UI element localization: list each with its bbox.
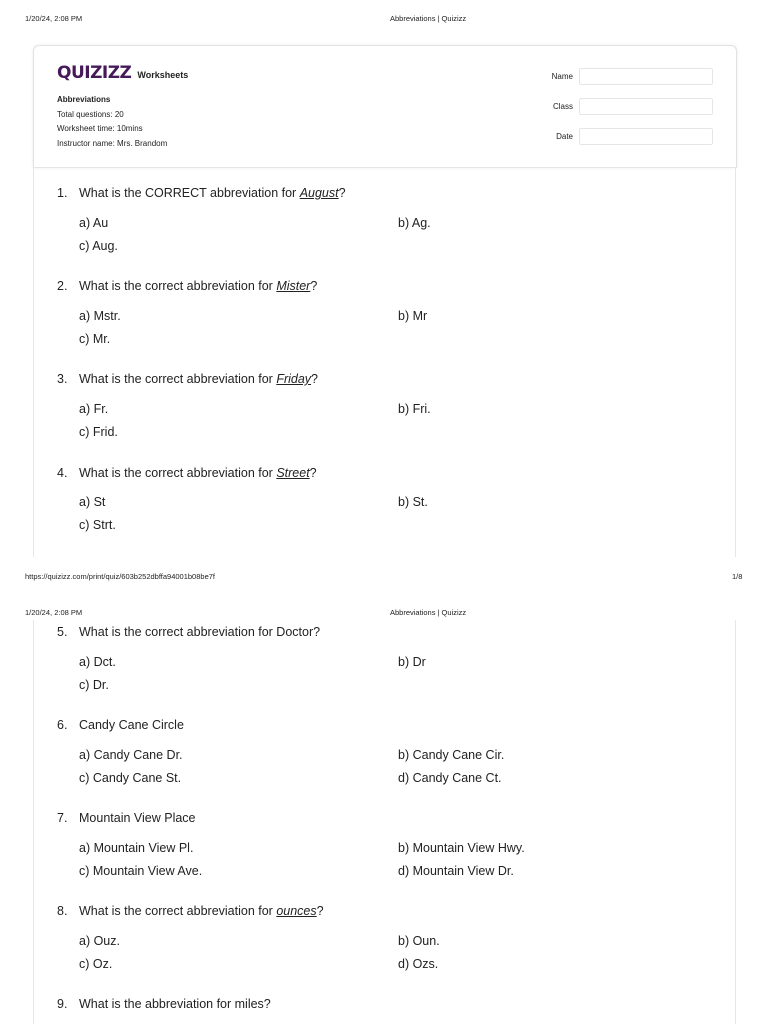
name-label: Name bbox=[551, 72, 573, 81]
question-text: Candy Cane Circle bbox=[79, 718, 184, 732]
option-d[interactable]: d) Ozs. bbox=[398, 957, 439, 971]
question-number: 3. bbox=[57, 372, 68, 386]
question-text: Mountain View Place bbox=[79, 811, 196, 825]
question-text: What is the abbreviation for miles? bbox=[79, 997, 271, 1011]
question-number: 8. bbox=[57, 904, 68, 918]
question-7 bbox=[57, 811, 196, 825]
question-term: Street bbox=[276, 466, 310, 480]
question-end: ? bbox=[338, 186, 346, 200]
worksheet-time: Worksheet time: 10mins bbox=[57, 124, 143, 133]
question-number: 1. bbox=[57, 186, 68, 200]
class-label: Class bbox=[552, 102, 573, 111]
option-c[interactable]: c) Mr. bbox=[79, 332, 111, 346]
print-title: Abbreviations | Quizizz bbox=[390, 608, 467, 617]
option-b[interactable]: b) Fri. bbox=[398, 402, 431, 416]
question-end: ? bbox=[316, 904, 324, 918]
page-number: 1/8 bbox=[732, 572, 743, 581]
question-3 bbox=[57, 372, 318, 386]
date-field[interactable] bbox=[579, 128, 713, 145]
quizizz-logo bbox=[57, 63, 188, 83]
option-a[interactable]: a) Mstr. bbox=[79, 309, 121, 323]
option-b[interactable]: b) Dr bbox=[398, 655, 426, 669]
question-term: Mister bbox=[276, 279, 311, 293]
option-c[interactable]: c) Strt. bbox=[79, 518, 116, 532]
question-text: What is the correct abbreviation for bbox=[79, 372, 277, 386]
card-left-border bbox=[33, 167, 34, 557]
option-c[interactable]: c) Candy Cane St. bbox=[79, 771, 182, 785]
option-b[interactable]: b) Candy Cane Cir. bbox=[398, 748, 505, 762]
option-d[interactable]: d) Candy Cane Ct. bbox=[398, 771, 502, 785]
option-a[interactable]: a) Dct. bbox=[79, 655, 116, 669]
option-c[interactable]: c) Dr. bbox=[79, 678, 109, 692]
option-b[interactable]: b) Mr bbox=[398, 309, 428, 323]
instructor-name: Instructor name: Mrs. Brandom bbox=[57, 139, 168, 148]
question-end: ? bbox=[310, 279, 318, 293]
option-b[interactable]: b) Mountain View Hwy. bbox=[398, 841, 525, 855]
option-b[interactable]: b) Oun. bbox=[398, 934, 440, 948]
option-c[interactable]: c) Aug. bbox=[79, 239, 118, 253]
print-date: 1/20/24, 2:08 PM bbox=[25, 608, 83, 617]
logo-subtitle: Worksheets bbox=[137, 70, 189, 80]
option-a[interactable]: a) St bbox=[79, 495, 106, 509]
logo-wordmark: QUIZIZZ bbox=[57, 63, 132, 83]
question-8 bbox=[57, 904, 324, 918]
class-field[interactable] bbox=[579, 98, 713, 115]
question-text: What is the correct abbreviation for bbox=[79, 279, 277, 293]
question-term: Friday bbox=[276, 372, 312, 386]
card-right-border bbox=[735, 167, 736, 557]
option-a[interactable]: a) Mountain View Pl. bbox=[79, 841, 194, 855]
print-title: Abbreviations | Quizizz bbox=[390, 14, 467, 23]
question-end: ? bbox=[309, 466, 317, 480]
question-text: What is the correct abbreviation for bbox=[79, 904, 277, 918]
option-d[interactable]: d) Mountain View Dr. bbox=[398, 864, 514, 878]
question-number: 7. bbox=[57, 811, 68, 825]
question-6 bbox=[57, 718, 184, 732]
card-left-border bbox=[33, 620, 34, 1024]
question-number: 4. bbox=[57, 466, 68, 480]
question-5 bbox=[57, 625, 320, 639]
print-date: 1/20/24, 2:08 PM bbox=[25, 14, 83, 23]
question-number: 2. bbox=[57, 279, 68, 293]
question-text: What is the correct abbreviation for Doctor? bbox=[79, 625, 321, 639]
option-a[interactable]: a) Ouz. bbox=[79, 934, 120, 948]
option-c[interactable]: c) Mountain View Ave. bbox=[79, 864, 203, 878]
option-c[interactable]: c) Frid. bbox=[79, 425, 118, 439]
option-a[interactable]: a) Fr. bbox=[79, 402, 109, 416]
option-b[interactable]: b) Ag. bbox=[398, 216, 431, 230]
question-text: What is the CORRECT abbreviation for bbox=[79, 186, 300, 200]
question-term: August bbox=[299, 186, 339, 200]
date-label: Date bbox=[556, 132, 573, 141]
question-number: 6. bbox=[57, 718, 68, 732]
question-1 bbox=[57, 186, 346, 200]
question-end: ? bbox=[311, 372, 318, 386]
question-text: What is the correct abbreviation for bbox=[79, 466, 277, 480]
question-9 bbox=[57, 997, 271, 1011]
option-c[interactable]: c) Oz. bbox=[79, 957, 113, 971]
worksheet-title: Abbreviations bbox=[57, 95, 111, 104]
card-right-border bbox=[735, 620, 736, 1024]
option-a[interactable]: a) Candy Cane Dr. bbox=[79, 748, 183, 762]
question-4 bbox=[57, 466, 317, 480]
question-number: 9. bbox=[57, 997, 68, 1011]
header-divider bbox=[33, 167, 737, 168]
print-url: https://quizizz.com/print/quiz/603b252dbffa94001b08be7f bbox=[25, 572, 215, 581]
option-b[interactable]: b) St. bbox=[398, 495, 428, 509]
total-questions: Total questions: 20 bbox=[57, 110, 124, 119]
name-field[interactable] bbox=[579, 68, 713, 85]
question-number: 5. bbox=[57, 625, 68, 639]
question-term: ounces bbox=[276, 904, 317, 918]
option-a[interactable]: a) Au bbox=[79, 216, 109, 230]
question-2 bbox=[57, 279, 317, 293]
